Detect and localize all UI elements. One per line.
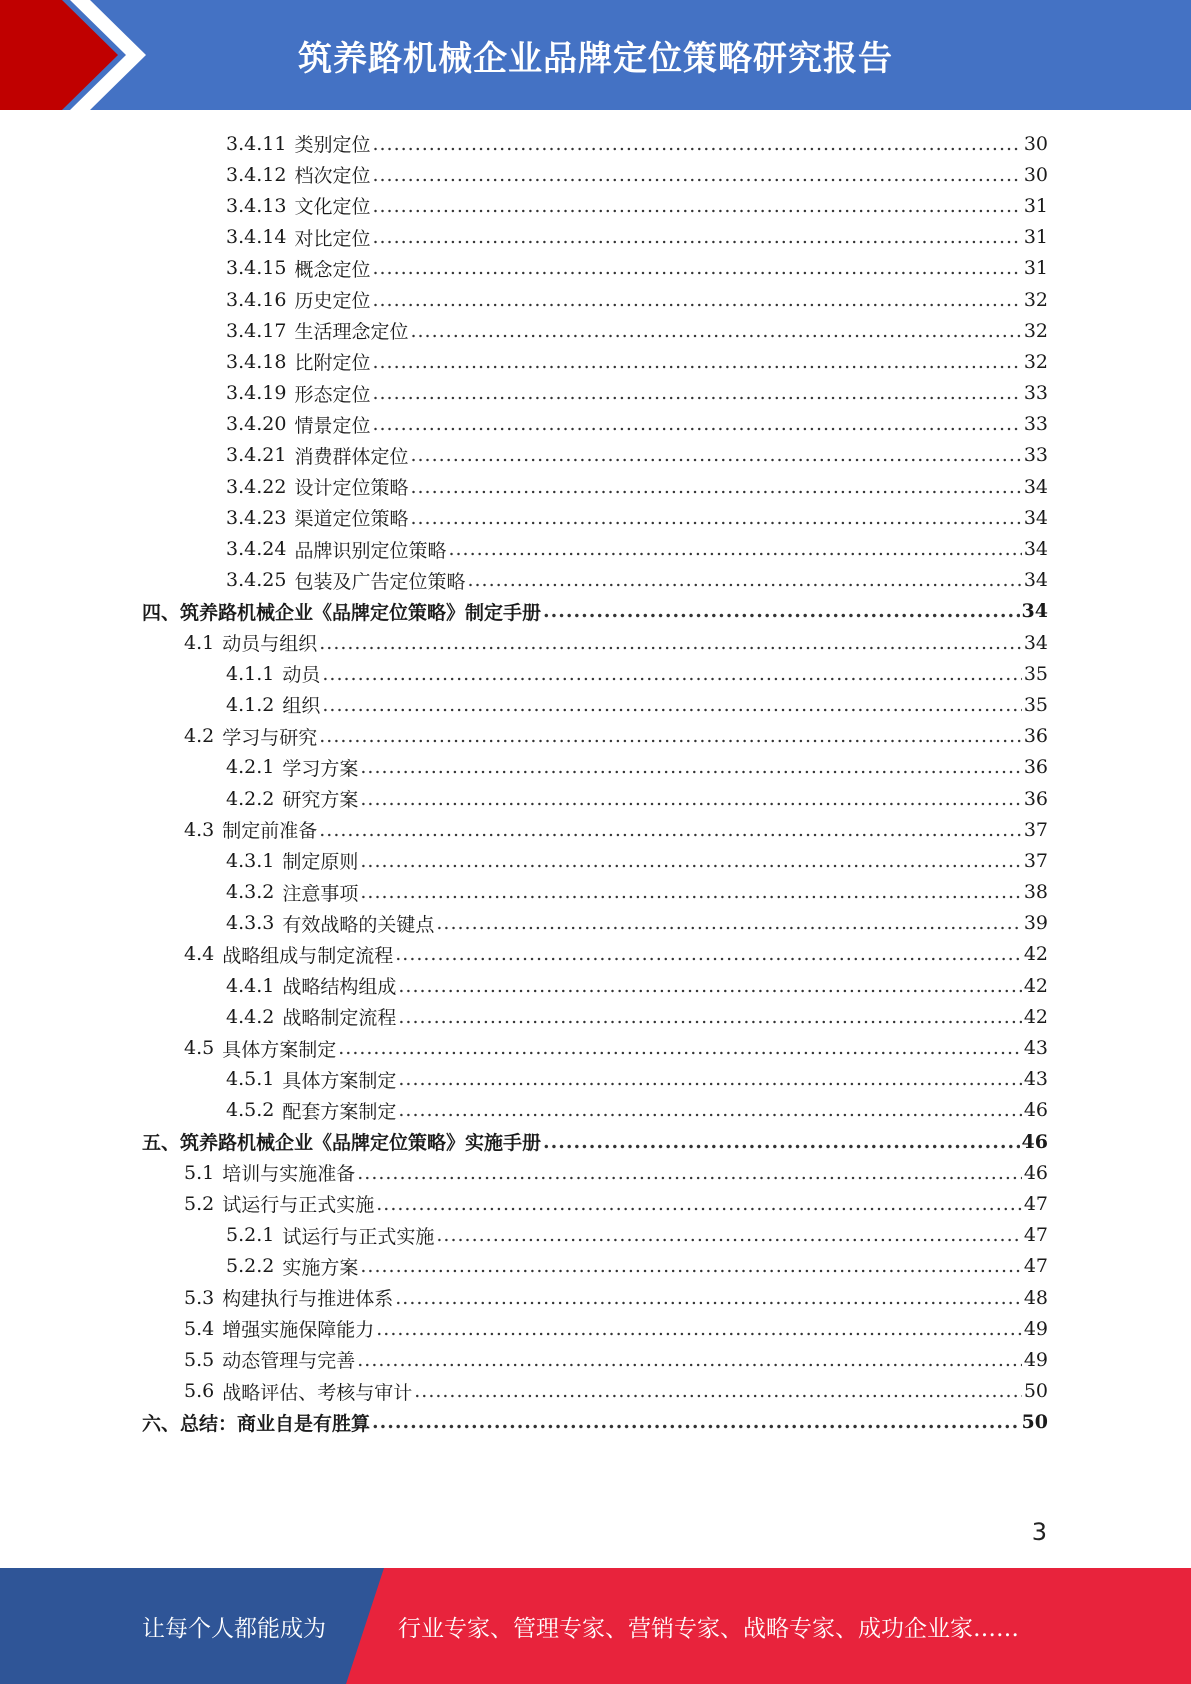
toc-entry-page: 30 xyxy=(1023,132,1048,155)
toc-entry[interactable] xyxy=(142,128,1048,159)
toc-entry-title: 概念定位 xyxy=(294,258,371,281)
toc-entry-title: 四、筑养路机械企业《品牌定位策略》制定手册 xyxy=(142,601,542,624)
toc-dot-leader xyxy=(436,1224,1021,1246)
toc-dot-leader xyxy=(322,663,1021,685)
toc-entry-page: 34 xyxy=(1021,600,1048,623)
toc-entry-title: 消费群体定位 xyxy=(294,445,409,468)
toc-entry[interactable] xyxy=(142,284,1048,315)
toc-entry-page: 35 xyxy=(1023,693,1048,716)
toc-entry-page: 36 xyxy=(1023,725,1048,748)
toc-entry[interactable] xyxy=(142,565,1048,596)
toc-dot-leader xyxy=(372,226,1021,248)
toc-dot-leader xyxy=(543,600,1020,622)
toc-entry-page: 50 xyxy=(1023,1380,1048,1403)
toc-entry[interactable] xyxy=(142,689,1048,720)
toc-dot-leader xyxy=(319,632,1022,654)
toc-entry-title: 品牌识别定位策略 xyxy=(294,539,447,562)
toc-entry-number: 4.4.2 xyxy=(226,1005,275,1028)
toc-entry[interactable] xyxy=(142,315,1048,346)
page-footer xyxy=(0,1568,1191,1684)
toc-entry-page: 37 xyxy=(1023,818,1048,841)
toc-entry-title: 增强实施保障能力 xyxy=(222,1319,375,1342)
toc-entry-title: 研究方案 xyxy=(282,789,359,812)
footer-slogan-left: 让每个人都能成为 xyxy=(142,1615,326,1642)
toc-dot-leader xyxy=(319,725,1022,747)
toc-entry-number: 3.4.18 xyxy=(226,350,287,373)
toc-entry-number: 4.2.1 xyxy=(226,756,275,779)
toc-entry-page: 36 xyxy=(1023,756,1048,779)
toc-entry-title: 试运行与正式实施 xyxy=(222,1194,375,1217)
toc-dot-leader xyxy=(372,289,1021,311)
toc-entry-title: 包装及广告定位策略 xyxy=(294,570,466,593)
toc-dot-leader xyxy=(395,943,1022,965)
toc-entry-title: 六、总结：商业自是有胜算 xyxy=(142,1412,371,1435)
toc-entry-title: 设计定位策略 xyxy=(294,477,409,500)
toc-entry-number: 4.4 xyxy=(184,943,215,966)
toc-dot-leader xyxy=(338,1037,1022,1059)
toc-entry-title: 具体方案制定 xyxy=(282,1069,397,1092)
toc-entry-number: 3.4.19 xyxy=(226,382,287,405)
toc-entry[interactable] xyxy=(142,502,1048,533)
toc-entry[interactable] xyxy=(142,1188,1048,1219)
toc-entry-title: 历史定位 xyxy=(294,290,371,313)
toc-entry[interactable] xyxy=(142,658,1048,689)
toc-entry-title: 文化定位 xyxy=(294,196,371,219)
toc-entry[interactable] xyxy=(142,1282,1048,1313)
page-number: 3 xyxy=(1031,1518,1047,1546)
toc-entry-number: 5.5 xyxy=(184,1348,215,1371)
toc-entry-page: 47 xyxy=(1023,1192,1048,1215)
toc-entry-number: 3.4.15 xyxy=(226,257,287,280)
toc-entry[interactable] xyxy=(142,908,1048,939)
toc-entry-title: 情景定位 xyxy=(294,414,371,437)
toc-entry[interactable] xyxy=(142,378,1048,409)
toc-dot-leader xyxy=(372,195,1021,217)
toc-dot-leader xyxy=(372,257,1021,279)
toc-entry-number: 5.2.2 xyxy=(226,1255,275,1278)
toc-entry[interactable] xyxy=(142,752,1048,783)
toc-dot-leader xyxy=(410,320,1021,342)
toc-entry-number: 4.2.2 xyxy=(226,787,275,810)
toc-entry-title: 战略制定流程 xyxy=(282,1007,397,1030)
toc-entry-number: 3.4.17 xyxy=(226,319,287,342)
toc-entry[interactable] xyxy=(142,1095,1048,1126)
toc-dot-leader xyxy=(376,1193,1022,1215)
toc-entry-number: 4.1 xyxy=(184,631,215,654)
toc-entry-number: 5.6 xyxy=(184,1380,215,1403)
toc-entry-number: 4.3 xyxy=(184,818,215,841)
toc-entry-page: 34 xyxy=(1023,475,1048,498)
toc-entry[interactable] xyxy=(142,253,1048,284)
toc-entry-page: 48 xyxy=(1023,1286,1048,1309)
toc-entry[interactable] xyxy=(142,1220,1048,1251)
toc-dot-leader xyxy=(398,1006,1021,1028)
toc-entry-title: 制定前准备 xyxy=(222,820,318,843)
toc-dot-leader xyxy=(372,164,1021,186)
toc-entry-title: 渠道定位策略 xyxy=(294,508,409,531)
toc-entry[interactable] xyxy=(142,939,1048,970)
toc-entry[interactable] xyxy=(142,222,1048,253)
toc-entry-page: 39 xyxy=(1023,912,1048,935)
toc-entry-number: 4.3.2 xyxy=(226,881,275,904)
toc-dot-leader xyxy=(395,1287,1022,1309)
toc-entry-page: 38 xyxy=(1023,881,1048,904)
toc-entry-page: 47 xyxy=(1023,1255,1048,1278)
toc-entry-number: 4.3.1 xyxy=(226,849,275,872)
table-of-contents xyxy=(142,128,1048,1438)
toc-entry-page: 31 xyxy=(1023,226,1048,249)
toc-entry-page: 49 xyxy=(1023,1317,1048,1340)
toc-entry[interactable] xyxy=(142,471,1048,502)
toc-dot-leader xyxy=(360,1255,1021,1277)
toc-entry[interactable] xyxy=(142,409,1048,440)
toc-entry[interactable] xyxy=(142,1032,1048,1063)
toc-entry-page: 34 xyxy=(1023,538,1048,561)
toc-dot-leader xyxy=(414,1380,1022,1402)
toc-entry-title: 动态管理与完善 xyxy=(222,1350,356,1373)
toc-entry-number: 3.4.20 xyxy=(226,413,287,436)
toc-dot-leader xyxy=(448,538,1021,560)
toc-entry-page: 46 xyxy=(1023,1099,1048,1122)
toc-entry-number: 4.1.2 xyxy=(226,693,275,716)
toc-dot-leader xyxy=(319,819,1022,841)
toc-entry[interactable] xyxy=(142,1376,1048,1407)
toc-dot-leader xyxy=(467,569,1021,591)
toc-entry-page: 43 xyxy=(1023,1037,1048,1060)
toc-entry-number: 3.4.11 xyxy=(226,132,287,155)
toc-dot-leader xyxy=(357,1162,1022,1184)
toc-entry-page: 32 xyxy=(1023,319,1048,342)
toc-entry-page: 50 xyxy=(1021,1411,1048,1434)
toc-entry-title: 培训与实施准备 xyxy=(222,1163,356,1186)
toc-dot-leader xyxy=(357,1349,1022,1371)
toc-entry-page: 43 xyxy=(1023,1068,1048,1091)
toc-entry-page: 33 xyxy=(1023,382,1048,405)
toc-entry-number: 3.4.21 xyxy=(226,444,287,467)
toc-entry[interactable] xyxy=(142,440,1048,471)
toc-dot-leader xyxy=(322,694,1021,716)
header-title: 筑养路机械企业品牌定位策略研究报告 xyxy=(298,38,893,79)
toc-entry-title: 战略组成与制定流程 xyxy=(222,944,394,967)
toc-entry-number: 3.4.16 xyxy=(226,288,287,311)
toc-entry-title: 学习与研究 xyxy=(222,726,318,749)
toc-entry[interactable] xyxy=(142,845,1048,876)
toc-entry-number: 4.5 xyxy=(184,1037,215,1060)
toc-entry[interactable] xyxy=(142,533,1048,564)
toc-entry-title: 档次定位 xyxy=(294,165,371,188)
toc-entry-number: 3.4.14 xyxy=(226,226,287,249)
toc-entry-number: 3.4.25 xyxy=(226,569,287,592)
toc-entry-title: 实施方案 xyxy=(282,1256,359,1279)
toc-entry-number: 5.1 xyxy=(184,1161,215,1184)
toc-dot-leader xyxy=(372,413,1021,435)
toc-entry-number: 4.4.1 xyxy=(226,974,275,997)
toc-entry-number: 3.4.22 xyxy=(226,475,287,498)
toc-entry-page: 42 xyxy=(1023,974,1048,997)
toc-entry[interactable] xyxy=(142,877,1048,908)
toc-entry-title: 构建执行与推进体系 xyxy=(222,1288,394,1311)
toc-entry-page: 35 xyxy=(1023,662,1048,685)
toc-dot-leader xyxy=(360,756,1021,778)
toc-entry-title: 生活理念定位 xyxy=(294,321,409,344)
toc-entry-title: 类别定位 xyxy=(294,134,371,157)
toc-entry-title: 配套方案制定 xyxy=(282,1100,397,1123)
toc-entry[interactable] xyxy=(142,1126,1048,1157)
toc-entry-page: 42 xyxy=(1023,1005,1048,1028)
toc-entry-title: 试运行与正式实施 xyxy=(282,1225,435,1248)
toc-entry-page: 33 xyxy=(1023,444,1048,467)
toc-entry-title: 注意事项 xyxy=(282,882,359,905)
toc-entry-page: 32 xyxy=(1023,288,1048,311)
toc-entry[interactable] xyxy=(142,1313,1048,1344)
toc-entry-page: 31 xyxy=(1023,257,1048,280)
toc-entry[interactable] xyxy=(142,596,1048,627)
toc-entry-number: 4.5.2 xyxy=(226,1099,275,1122)
toc-entry-title: 战略结构组成 xyxy=(282,976,397,999)
toc-entry-number: 5.4 xyxy=(184,1317,215,1340)
toc-dot-leader xyxy=(410,476,1021,498)
toc-entry-page: 34 xyxy=(1023,631,1048,654)
toc-entry-title: 具体方案制定 xyxy=(222,1038,337,1061)
toc-entry-page: 36 xyxy=(1023,787,1048,810)
toc-dot-leader xyxy=(372,1411,1020,1433)
toc-entry-title: 五、筑养路机械企业《品牌定位策略》实施手册 xyxy=(142,1132,542,1155)
toc-entry-number: 4.5.1 xyxy=(226,1068,275,1091)
toc-entry-page: 49 xyxy=(1023,1348,1048,1371)
toc-dot-leader xyxy=(436,912,1021,934)
toc-entry[interactable] xyxy=(142,346,1048,377)
toc-entry-number: 5.2.1 xyxy=(226,1224,275,1247)
toc-dot-leader xyxy=(360,788,1021,810)
toc-entry-title: 动员与组织 xyxy=(222,633,318,656)
toc-dot-leader xyxy=(398,975,1021,997)
toc-dot-leader xyxy=(543,1131,1020,1153)
toc-entry-title: 形态定位 xyxy=(294,383,371,406)
toc-entry[interactable] xyxy=(142,721,1048,752)
toc-entry-page: 30 xyxy=(1023,163,1048,186)
toc-dot-leader xyxy=(372,382,1021,404)
toc-entry[interactable] xyxy=(142,1344,1048,1375)
toc-dot-leader xyxy=(398,1068,1021,1090)
toc-entry-number: 5.2 xyxy=(184,1192,215,1215)
toc-entry[interactable] xyxy=(142,159,1048,190)
toc-entry-title: 战略评估、考核与审计 xyxy=(222,1381,413,1404)
toc-entry[interactable] xyxy=(142,783,1048,814)
toc-entry-page: 46 xyxy=(1023,1161,1048,1184)
toc-entry-number: 4.2 xyxy=(184,725,215,748)
toc-entry-number: 3.4.12 xyxy=(226,163,287,186)
toc-entry[interactable] xyxy=(142,190,1048,221)
toc-entry-title: 对比定位 xyxy=(294,227,371,250)
toc-dot-leader xyxy=(360,850,1021,872)
toc-entry-page: 31 xyxy=(1023,194,1048,217)
toc-entry-title: 动员 xyxy=(282,664,321,687)
toc-entry-number: 4.1.1 xyxy=(226,662,275,685)
toc-dot-leader xyxy=(360,881,1021,903)
toc-entry-title: 有效战略的关键点 xyxy=(282,913,435,936)
toc-dot-leader xyxy=(372,351,1021,373)
toc-entry-page: 47 xyxy=(1023,1224,1048,1247)
toc-entry-title: 比附定位 xyxy=(294,352,371,375)
toc-dot-leader xyxy=(376,1318,1022,1340)
toc-entry-page: 32 xyxy=(1023,350,1048,373)
toc-entry-page: 46 xyxy=(1021,1130,1048,1153)
toc-dot-leader xyxy=(410,444,1021,466)
toc-entry[interactable] xyxy=(142,1064,1048,1095)
toc-entry-page: 34 xyxy=(1023,569,1048,592)
toc-entry[interactable] xyxy=(142,1407,1048,1438)
toc-entry-number: 3.4.23 xyxy=(226,506,287,529)
toc-entry[interactable] xyxy=(142,814,1048,845)
toc-entry-number: 3.4.13 xyxy=(226,194,287,217)
toc-entry-number: 4.3.3 xyxy=(226,912,275,935)
toc-dot-leader xyxy=(372,133,1021,155)
toc-entry[interactable] xyxy=(142,1001,1048,1032)
toc-entry-title: 组织 xyxy=(282,695,321,718)
footer-slogan-right: 行业专家、管理专家、营销专家、战略专家、成功企业家…… xyxy=(398,1615,1019,1642)
toc-entry[interactable] xyxy=(142,1157,1048,1188)
toc-entry[interactable] xyxy=(142,627,1048,658)
toc-entry-title: 学习方案 xyxy=(282,757,359,780)
toc-dot-leader xyxy=(410,507,1021,529)
toc-entry-page: 33 xyxy=(1023,413,1048,436)
toc-entry-page: 34 xyxy=(1023,506,1048,529)
toc-entry-page: 37 xyxy=(1023,849,1048,872)
toc-entry-page: 42 xyxy=(1023,943,1048,966)
toc-entry-number: 5.3 xyxy=(184,1286,215,1309)
toc-entry-number: 3.4.24 xyxy=(226,538,287,561)
page-header xyxy=(0,0,1191,110)
toc-dot-leader xyxy=(398,1099,1021,1121)
toc-entry[interactable] xyxy=(142,970,1048,1001)
toc-entry-title: 制定原则 xyxy=(282,851,359,874)
toc-entry[interactable] xyxy=(142,1251,1048,1282)
